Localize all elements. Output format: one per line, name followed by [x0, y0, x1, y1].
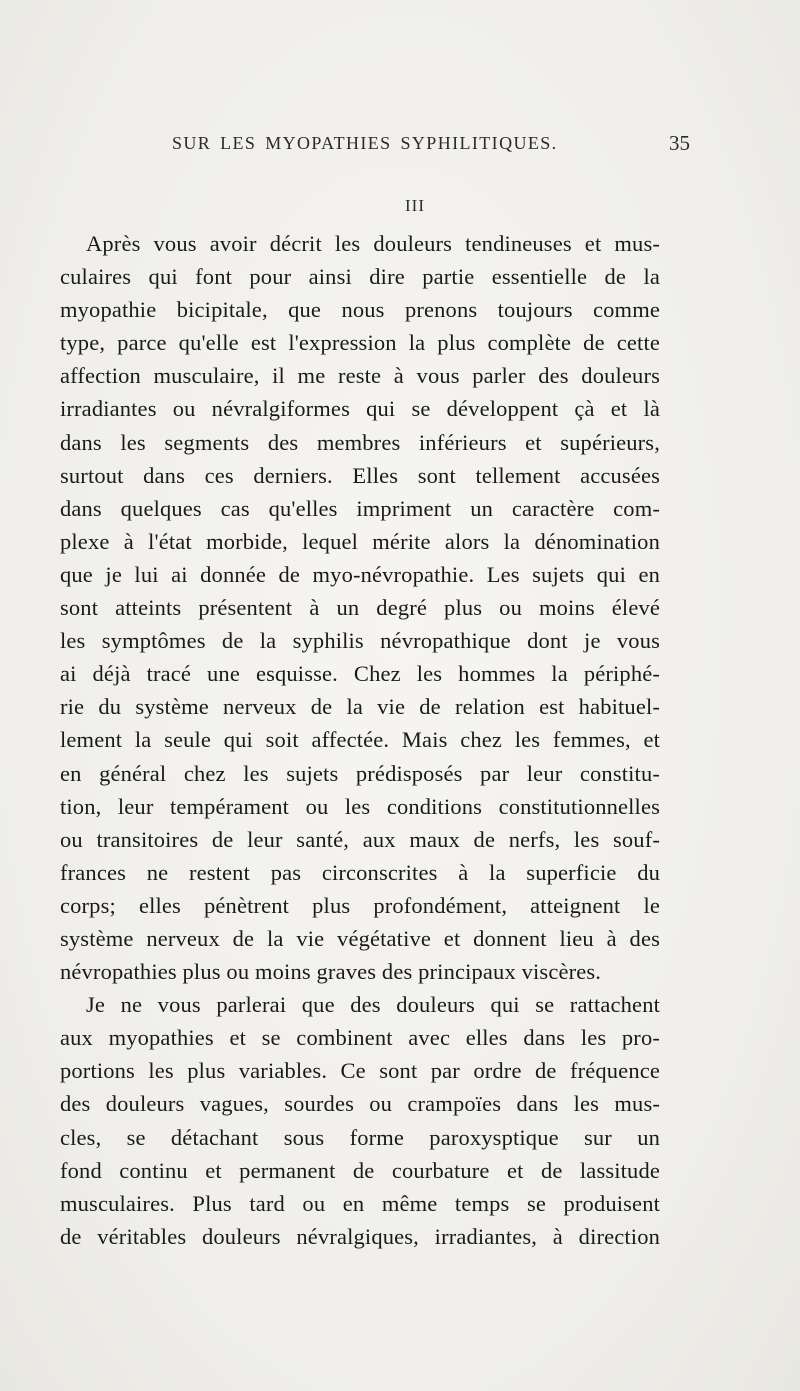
- text-line: que je lui ai donnée de myo-névropathie. Les sujets qui en: [60, 561, 660, 587]
- text-line: myopathie bicipitale, que nous prenons toujours comme: [60, 297, 660, 323]
- text-line: ai déjà tracé une esquisse. Chez les hommes la périphé-: [60, 661, 660, 687]
- text-line: tion, leur tempérament ou les conditions constitutionnelles: [60, 793, 660, 819]
- text-line: musculaires. Plus tard ou en même temps se produisent: [60, 1190, 660, 1216]
- text-line: sont atteints présentent à un degré plus ou moins élevé: [60, 595, 660, 621]
- text-line: Je ne vous parlerai que des douleurs qui se rattachent: [86, 992, 660, 1018]
- text-line: cles, se détachant sous forme paroxysptique sur un: [60, 1124, 660, 1150]
- text-line: aux myopathies et se combinent avec elles dans les pro-: [60, 1025, 660, 1051]
- text-line: les symptômes de la syphilis névropathique dont je vous: [60, 628, 660, 654]
- text-line: système nerveux de la vie végétative et donnent lieu à des: [60, 925, 660, 951]
- text-line: affection musculaire, il me reste à vous parler des douleurs: [60, 363, 660, 389]
- text-line: rie du système nerveux de la vie de relation est habituel-: [60, 694, 660, 720]
- section-heading: III: [405, 196, 425, 215]
- text-line: irradiantes ou névralgiformes qui se développent çà et là: [60, 396, 660, 422]
- text-line: type, parce qu'elle est l'expression la plus complète de cette: [60, 330, 660, 356]
- running-head: [172, 133, 690, 163]
- page-number: 35: [669, 131, 690, 155]
- text-line: névropathies plus ou moins graves des principaux viscères.: [60, 959, 602, 985]
- text-line: de véritables douleurs névralgiques, irradiantes, à direction: [60, 1223, 660, 1249]
- text-line: culaires qui font pour ainsi dire partie essentielle de la: [60, 264, 660, 290]
- text-line: fond continu et permanent de courbature et de lassitude: [60, 1157, 660, 1183]
- text-line: en général chez les sujets prédisposés par leur constitu-: [60, 760, 660, 786]
- text-line: Après vous avoir décrit les douleurs tendineuses et mus-: [86, 231, 660, 256]
- body-text: [60, 227, 660, 1253]
- text-line: des douleurs vagues, sourdes ou crampoïes dans les mus-: [60, 1091, 660, 1117]
- text-line: surtout dans ces derniers. Elles sont tellement accusées: [60, 462, 660, 488]
- text-line: ou transitoires de leur santé, aux maux de nerfs, les souf-: [60, 826, 660, 852]
- text-line: lement la seule qui soit affectée. Mais chez les femmes, et: [60, 727, 660, 753]
- text-line: dans quelques cas qu'elles impriment un caractère com-: [60, 495, 660, 521]
- text-line: plexe à l'état morbide, lequel mérite alors la dénomination: [60, 528, 660, 554]
- text-line: frances ne restent pas circonscrites à la superficie du: [60, 859, 660, 885]
- text-line: dans les segments des membres inférieurs et supérieurs,: [60, 429, 660, 455]
- text-line: portions les plus variables. Ce sont par ordre de fréquence: [60, 1058, 660, 1084]
- running-title: SUR LES MYOPATHIES SYPHILITIQUES.: [172, 133, 558, 153]
- text-line: corps; elles pénètrent plus profondément, atteignent le: [60, 892, 660, 918]
